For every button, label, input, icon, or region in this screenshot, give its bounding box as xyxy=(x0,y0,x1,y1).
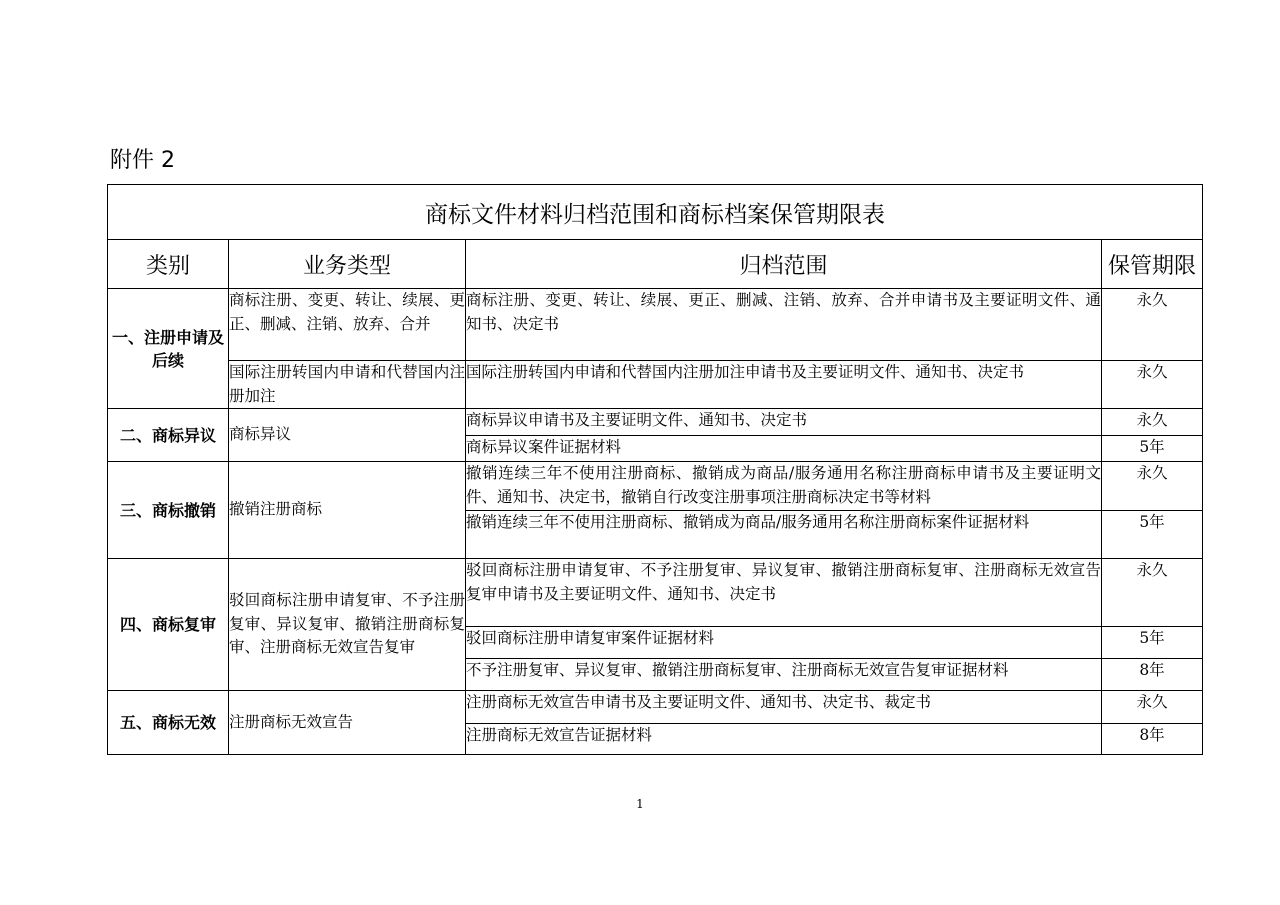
period-cell: 永久 xyxy=(1102,409,1203,436)
period-cell: 永久 xyxy=(1102,691,1203,724)
scope-cell: 商标异议案件证据材料 xyxy=(466,436,1102,462)
scope-cell: 注册商标无效宣告证据材料 xyxy=(466,724,1102,755)
business-cell: 商标注册、变更、转让、续展、更正、删减、注销、放弃、合并 xyxy=(229,289,466,361)
business-cell: 国际注册转国内申请和代替国内注册加注 xyxy=(229,361,466,409)
table-row xyxy=(108,409,1203,436)
header-period: 保管期限 xyxy=(1102,240,1203,289)
table-row xyxy=(108,361,1203,409)
header-scope: 归档范围 xyxy=(466,240,1102,289)
scope-cell: 商标注册、变更、转让、续展、更正、删减、注销、放弃、合并申请书及主要证明文件、通知书、决定书 xyxy=(466,289,1102,361)
business-cell: 商标异议 xyxy=(229,409,466,462)
business-cell: 注册商标无效宣告 xyxy=(229,691,466,755)
period-cell: 5年 xyxy=(1102,511,1203,559)
table-row xyxy=(108,462,1203,511)
period-cell: 8年 xyxy=(1102,724,1203,755)
table-header-row xyxy=(108,240,1203,289)
category-cell: 四、商标复审 xyxy=(108,559,229,691)
table-row xyxy=(108,289,1203,361)
scope-cell: 撤销连续三年不使用注册商标、撤销成为商品/服务通用名称注册商标申请书及主要证明文件、通知书、决定书，撤销自行改变注册事项注册商标决定书等材料 xyxy=(466,462,1102,511)
period-cell: 5年 xyxy=(1102,627,1203,659)
scope-cell: 商标异议申请书及主要证明文件、通知书、决定书 xyxy=(466,409,1102,436)
table-title-row xyxy=(108,185,1203,240)
period-cell: 永久 xyxy=(1102,462,1203,511)
category-cell: 二、商标异议 xyxy=(108,409,229,462)
category-cell: 三、商标撤销 xyxy=(108,462,229,559)
business-cell: 驳回商标注册申请复审、不予注册复审、异议复审、撤销注册商标复审、注册商标无效宣告复审 xyxy=(229,559,466,691)
attachment-label: 附件 2 xyxy=(110,148,175,173)
period-cell: 永久 xyxy=(1102,289,1203,361)
table-row xyxy=(108,559,1203,627)
scope-cell: 注册商标无效宣告申请书及主要证明文件、通知书、决定书、裁定书 xyxy=(466,691,1102,724)
header-business: 业务类型 xyxy=(229,240,466,289)
scope-cell: 驳回商标注册申请复审案件证据材料 xyxy=(466,627,1102,659)
period-cell: 永久 xyxy=(1102,361,1203,409)
scope-cell: 驳回商标注册申请复审、不予注册复审、异议复审、撤销注册商标复审、注册商标无效宣告复审申请书及主要证明文件、通知书、决定书 xyxy=(466,559,1102,627)
category-cell: 一、注册申请及后续 xyxy=(108,289,229,409)
category-cell: 五、商标无效 xyxy=(108,691,229,755)
business-cell: 撤销注册商标 xyxy=(229,462,466,559)
scope-cell: 撤销连续三年不使用注册商标、撤销成为商品/服务通用名称注册商标案件证据材料 xyxy=(466,511,1102,559)
period-cell: 永久 xyxy=(1102,559,1203,627)
table-row xyxy=(108,691,1203,724)
period-cell: 8年 xyxy=(1102,659,1203,691)
header-category: 类别 xyxy=(108,240,229,289)
page-number: 1 xyxy=(636,797,644,811)
table-title: 商标文件材料归档范围和商标档案保管期限表 xyxy=(108,185,1203,240)
period-cell: 5年 xyxy=(1102,436,1203,462)
scope-cell: 国际注册转国内申请和代替国内注册加注申请书及主要证明文件、通知书、决定书 xyxy=(466,361,1102,409)
scope-cell: 不予注册复审、异议复审、撤销注册商标复审、注册商标无效宣告复审证据材料 xyxy=(466,659,1102,691)
archive-period-table xyxy=(107,184,1203,755)
